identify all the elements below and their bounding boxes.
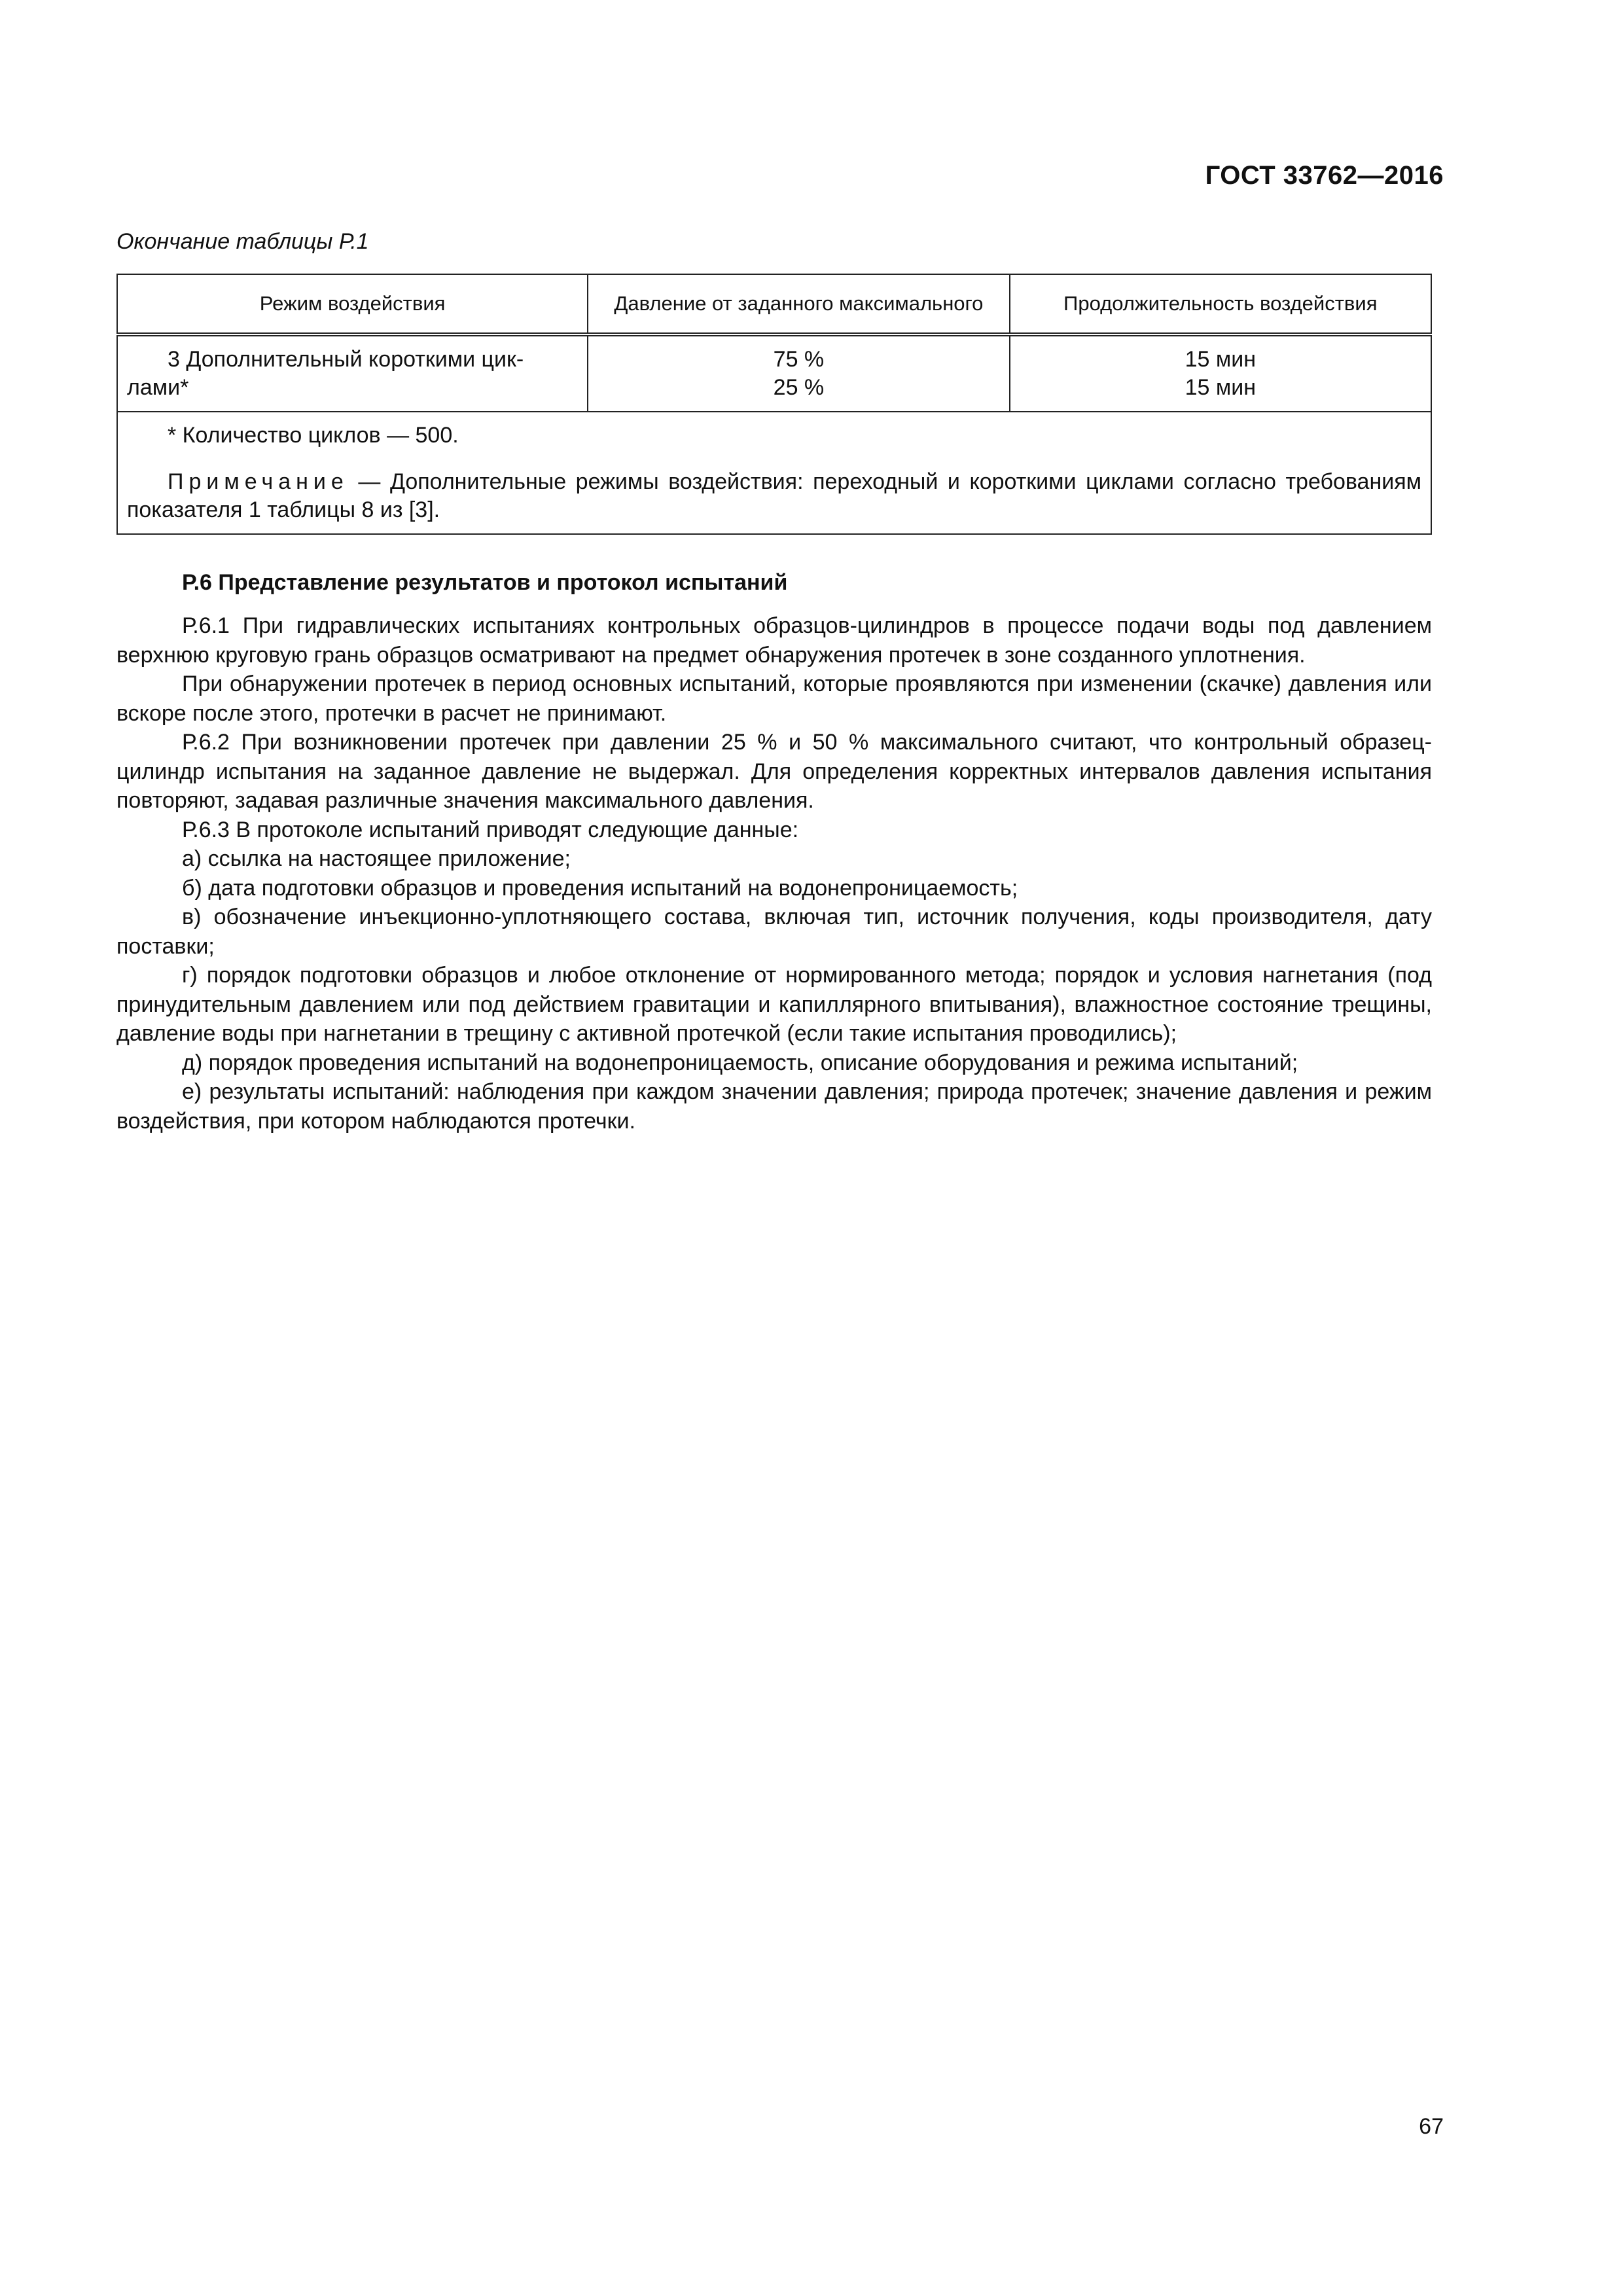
test-modes-table xyxy=(116,274,1432,535)
list-item: б) дата подготовки образцов и проведения испытаний на водонепроницаемость; xyxy=(182,875,1018,901)
pressure-value-2: 25 % xyxy=(773,375,825,400)
column-header-mode: Режим воздействия xyxy=(117,274,588,334)
table-footnote: * Количество циклов — 500. xyxy=(168,423,459,448)
paragraph: При обнаружении протечек в период основных испытаний, которые проявляются при изменении (скачке) давления или вскоре после этого, протечки в расчет не принимают. xyxy=(116,672,1432,726)
page-number: 67 xyxy=(1419,2114,1444,2139)
column-header-duration: Продолжительность воздействия xyxy=(1010,274,1431,334)
cell-mode: 3 Дополнительный короткими цик-лами* xyxy=(117,334,588,412)
note-label: Примечание xyxy=(168,469,349,494)
list-item: е) результаты испытаний: наблюдения при каждом значении давления; природа протечек; значение давления и режим воздействия, при котором наблюдаются протечки. xyxy=(116,1079,1432,1134)
note-text: — Дополнительные режимы воздействия: переходный и короткими циклами согласно требованиям показателя 1 таблицы 8 из [3]. xyxy=(127,469,1421,522)
table-notes-cell xyxy=(117,412,1431,534)
table-header-row xyxy=(117,274,1431,334)
list-item: г) порядок подготовки образцов и любое отклонение от нормированного метода; порядок и условия нагнетания (под принудительным давлением или под действием гравитации и капиллярного впитывания), влажностное состояние трещины, давление воды при нагнетании в трещину с активной протечкой (если такие испытания проводились); xyxy=(116,963,1432,1046)
paragraph: Р.6.1 При гидравлических испытаниях контрольных образцов-цилиндров в процессе подачи воды под давлением верхнюю круговую грань образцов осматривают на предмет обнаружения протечек в зоне созданного уплотнения. xyxy=(116,613,1432,668)
table-caption: Окончание таблицы Р.1 xyxy=(116,229,369,254)
section-title: Р.6 Представление результатов и протокол испытаний xyxy=(182,570,788,595)
list-item: д) порядок проведения испытаний на водонепроницаемость, описание оборудования и режима испытаний; xyxy=(182,1050,1298,1075)
paragraph: Р.6.3 В протоколе испытаний приводят следующие данные: xyxy=(182,817,799,842)
list-item: в) обозначение инъекционно-уплотняющего состава, включая тип, источник получения, коды производителя, дату поставки; xyxy=(116,905,1432,959)
duration-value-1: 15 мин xyxy=(1185,347,1256,372)
cell-pressure xyxy=(588,334,1009,412)
pressure-value-1: 75 % xyxy=(773,347,825,372)
cell-duration xyxy=(1010,334,1431,412)
duration-value-2: 15 мин xyxy=(1185,375,1256,400)
section-p6 xyxy=(116,568,1432,1136)
paragraph: Р.6.2 При возникновении протечек при давлении 25 % и 50 % максимального считают, что контрольный образец-цилиндр испытания на заданное давление не выдержал. Для определения корректных интервалов давления испытания повторяют, задавая различные значения максимального давления. xyxy=(116,730,1432,813)
list-item: а) ссылка на настоящее приложение; xyxy=(182,846,571,871)
table-row xyxy=(117,334,1431,412)
table-container xyxy=(116,274,1432,535)
document-id: ГОСТ 33762—2016 xyxy=(1205,161,1444,190)
table-notes-row xyxy=(117,412,1431,534)
column-header-pressure: Давление от заданного максимального xyxy=(588,274,1009,334)
table-note xyxy=(127,468,1421,524)
